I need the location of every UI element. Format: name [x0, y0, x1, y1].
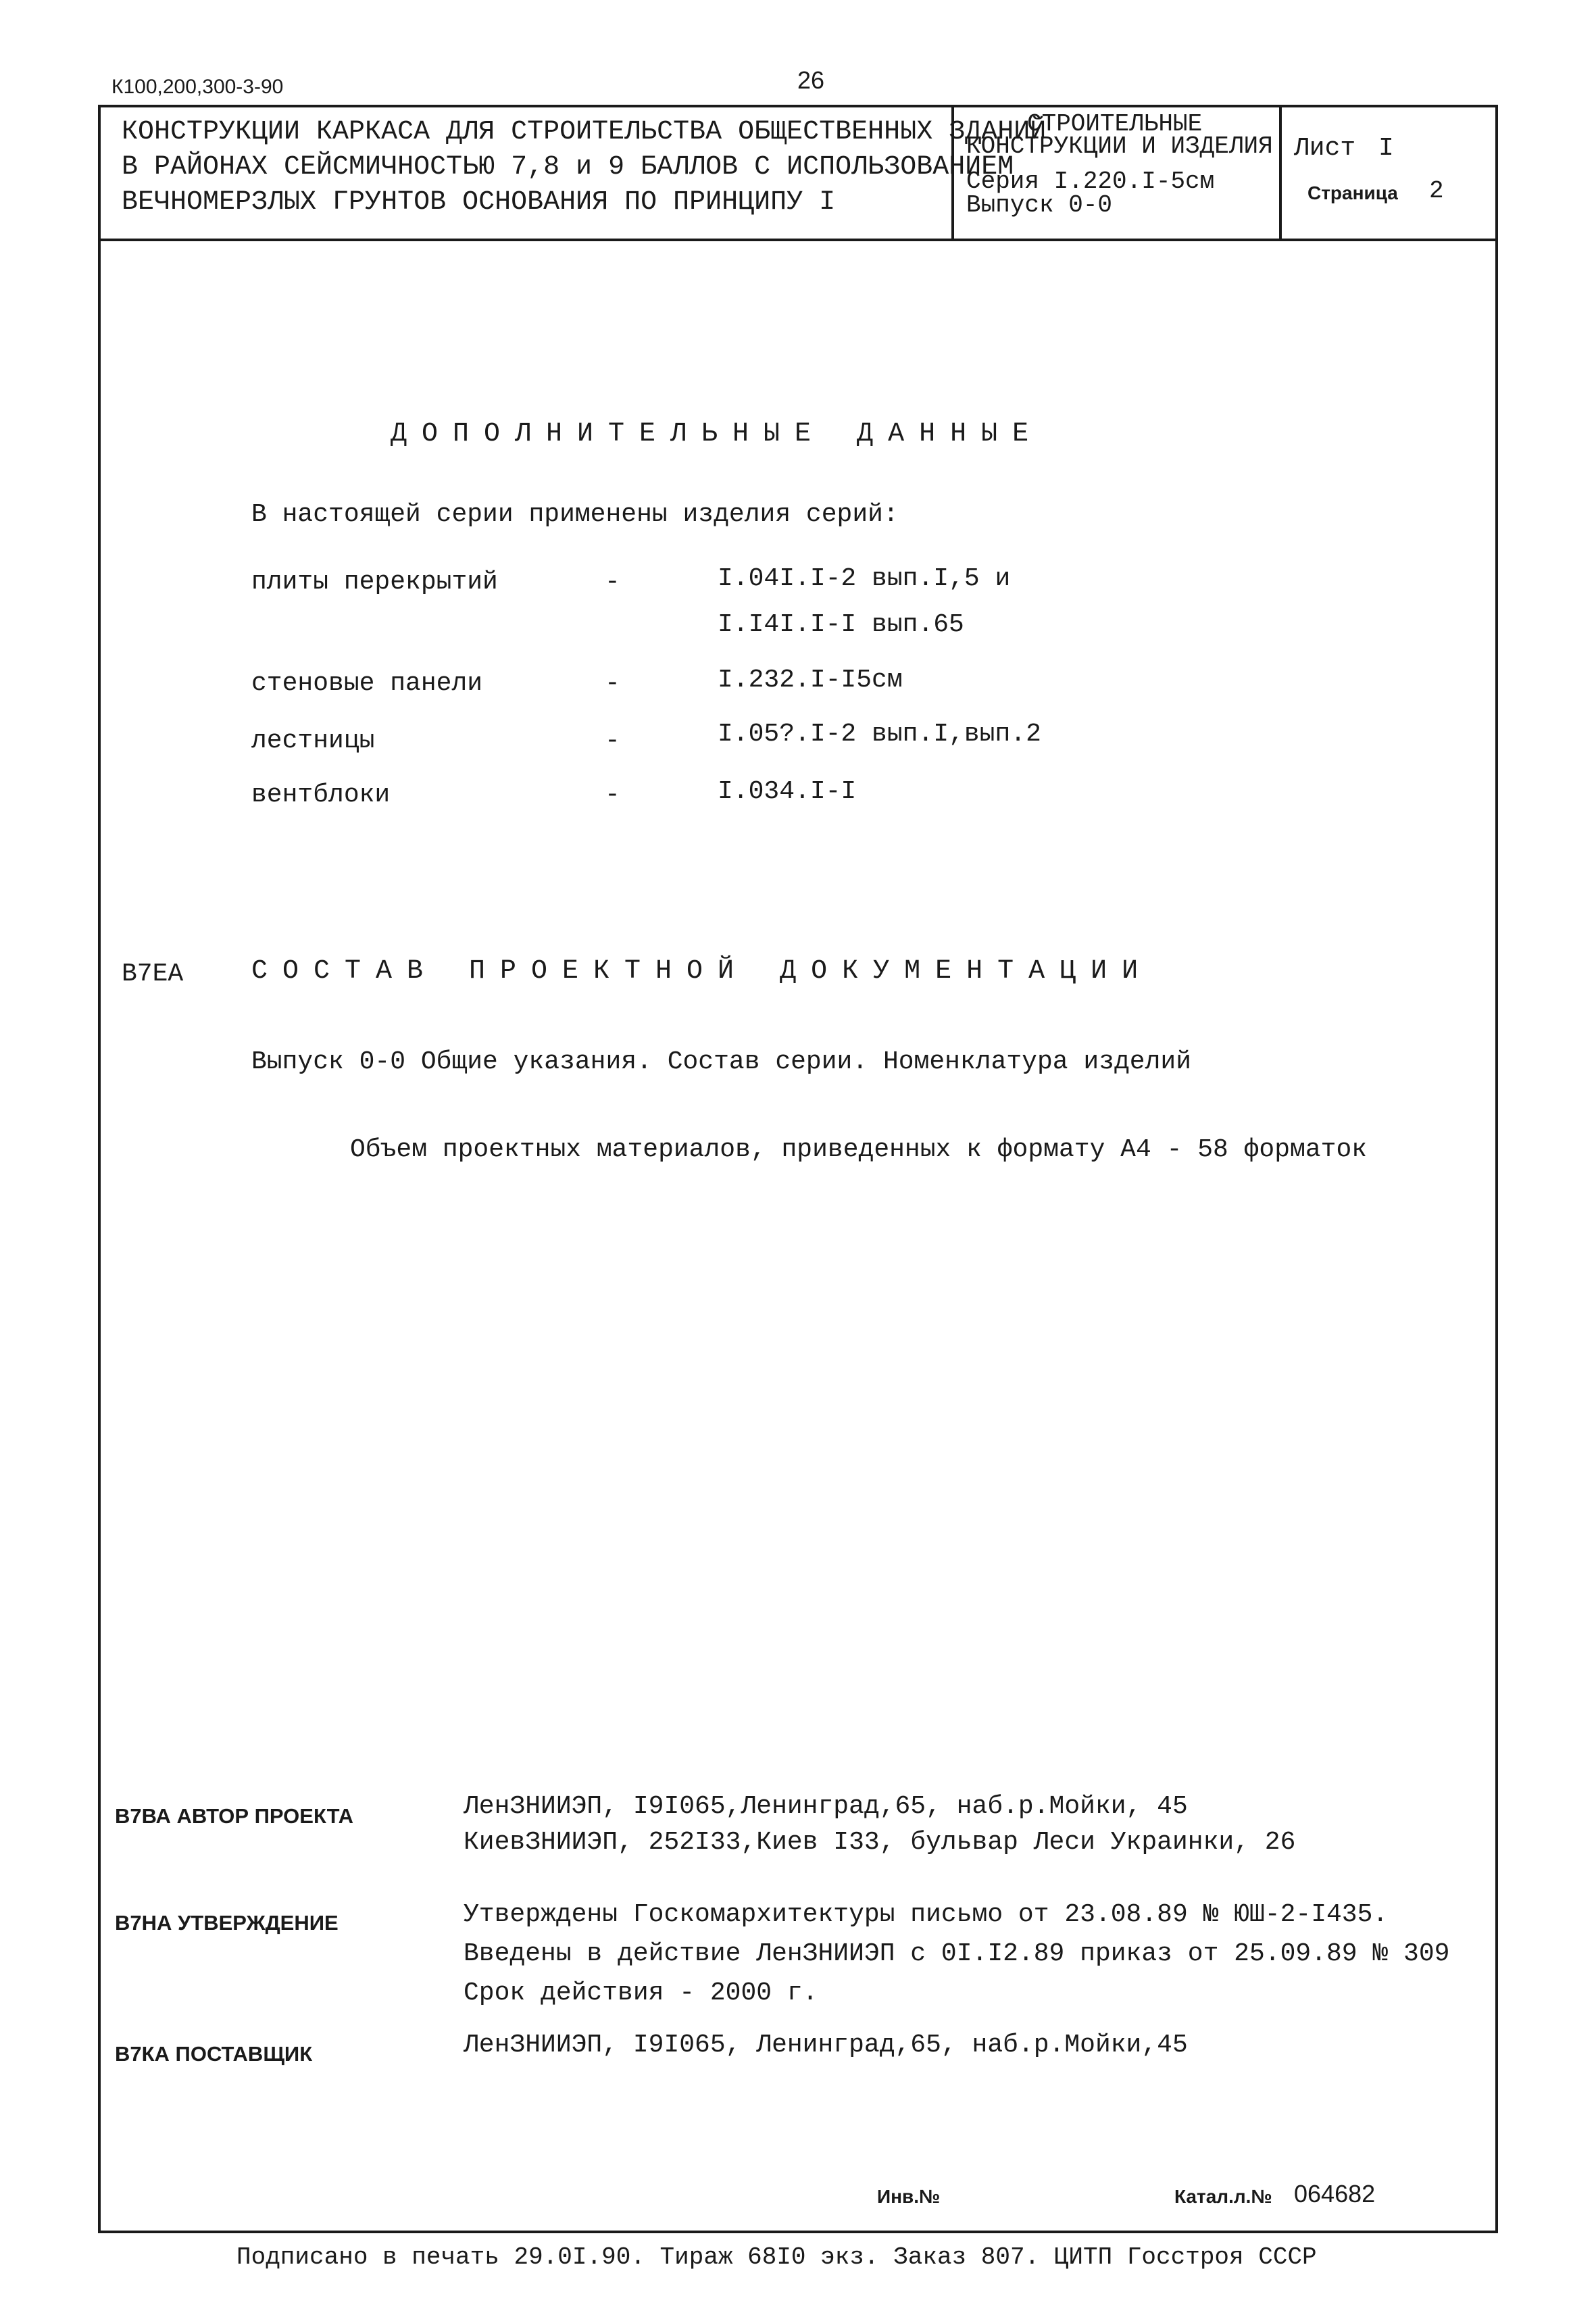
item-name: лестницы — [251, 726, 375, 755]
inventory-label: Инв.№ — [877, 2186, 941, 2207]
document-code: К100,200,300-3-90 — [111, 76, 284, 98]
item-ref: I.232.I-I5см — [718, 666, 903, 695]
author-label: В7ВА АВТОР ПРОЕКТА — [115, 1804, 354, 1828]
author-line: ЛенЗНИИЭП, I9I065,Ленинград,65, наб.р.Мойки, 45 — [464, 1792, 1188, 1821]
catalog-label: Катал.л.№ — [1174, 2186, 1272, 2207]
author-line: КиевЗНИИЭП, 252I33,Киев I33, бульвар Леси Украинки, 26 — [464, 1828, 1296, 1857]
item-dash: - — [605, 669, 620, 698]
item-name: вентблоки — [251, 780, 391, 810]
item-ref: I.I4I.I-I вып.65 — [718, 610, 964, 639]
page-number: 26 — [797, 66, 825, 94]
title-line: КОНСТРУКЦИИ КАРКАСА ДЛЯ СТРОИТЕЛЬСТВА ОБЩЕСТВЕННЫХ ЗДАНИЙ — [122, 117, 1047, 147]
title-line: ВЕЧНОМЕРЗЛЫХ ГРУНТОВ ОСНОВАНИЯ ПО ПРИНЦИПУ I — [122, 187, 836, 218]
page-label: Страница — [1307, 182, 1398, 203]
approval-line: Срок действия - 2000 г. — [464, 1978, 818, 2008]
category-line2: КОНСТРУКЦИИ И ИЗДЕЛИЯ — [966, 132, 1273, 160]
composition-issue-line: Выпуск 0-0 Общие указания. Состав серии. Номенклатура изделий — [251, 1047, 1192, 1076]
approval-label: В7НА УТВЕРЖДЕНИЕ — [115, 1911, 339, 1935]
additional-intro: В настоящей серии применены изделия серий: — [251, 500, 899, 529]
title-line: В РАЙОНАХ СЕЙСМИЧНОСТЬЮ 7,8 и 9 БАЛЛОВ С ИСПОЛЬЗОВАНИЕМ — [122, 152, 1014, 182]
composition-heading: СОСТАВ ПРОЕКТНОЙ ДОКУМЕНТАЦИИ — [251, 956, 1153, 987]
item-ref: I.034.I-I — [718, 777, 857, 806]
document-title — [122, 115, 1046, 220]
header-divider — [98, 239, 1498, 241]
approval-line: Введены в действие ЛенЗНИИЭП с 0I.I2.89 приказ от 25.09.89 № 309 — [464, 1939, 1450, 1968]
composition-volume-line: Объем проектных материалов, приведенных к формату А4 - 58 форматок — [350, 1135, 1368, 1164]
series-label: Серия I.220.I-5см — [966, 168, 1215, 195]
header-column-divider — [1279, 105, 1282, 240]
item-dash: - — [605, 726, 620, 755]
item-name: стеновые панели — [251, 669, 483, 698]
item-dash: - — [605, 780, 620, 810]
approval-line: Утверждены Госкомархитектуры письмо от 23.08.89 № ЮШ-2-I435. — [464, 1900, 1389, 1929]
additional-data-heading: ДОПОЛНИТЕЛЬНЫЕ ДАННЫЕ — [391, 419, 1044, 449]
item-name: плиты перекрытий — [251, 568, 498, 597]
print-line: Подписано в печать 29.0I.90. Тираж 68I0 экз. Заказ 807. ЦИТП Госстроя СССР — [236, 2243, 1317, 2271]
sheet-label: Лист — [1294, 134, 1356, 163]
composition-code: В7ЕА — [122, 960, 184, 989]
item-ref: I.04I.I-2 вып.I,5 и — [718, 564, 1011, 593]
supplier-label: В7КА ПОСТАВЩИК — [115, 2042, 313, 2066]
page-value: 2 — [1429, 177, 1444, 205]
issue-label: Выпуск 0-0 — [966, 191, 1113, 219]
item-ref: I.05?.I-2 вып.I,вып.2 — [718, 720, 1041, 749]
sheet-value: I — [1378, 134, 1394, 163]
category-line1: СТРОИТЕЛЬНЫЕ — [1027, 110, 1203, 138]
item-dash: - — [605, 568, 620, 597]
supplier-line: ЛенЗНИИЭП, I9I065, Ленинград,65, наб.р.Мойки,45 — [464, 2031, 1188, 2060]
catalog-value: 064682 — [1294, 2180, 1376, 2208]
